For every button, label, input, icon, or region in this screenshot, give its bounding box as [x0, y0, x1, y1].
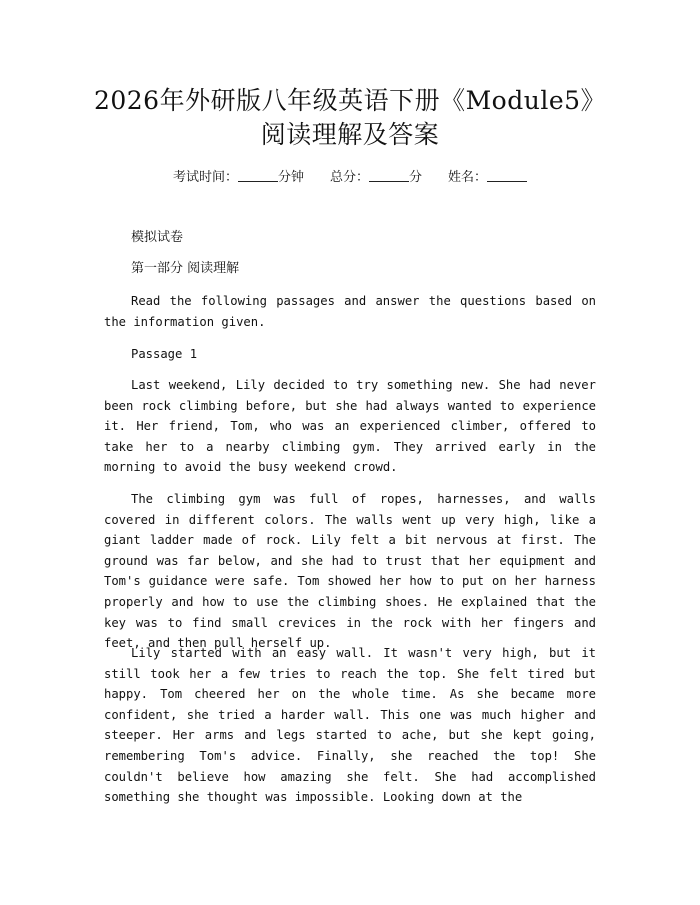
exam-info-row [0, 168, 700, 188]
instructions-paragraph: Read the following passages and answer the questions based on the information given. [104, 294, 596, 329]
passage-label: Passage 1 [131, 347, 198, 361]
passage-paragraph-3: Lily started with an easy wall. It wasn't very high, but it still took her a few tries to reach the top. She felt tired but happy. Tom cheered her on the whole time. As she became more confident, she tried a harder wall. This one was much higher and steeper. Her arms and legs started to ache, but she kept going, remembering Tom's advice. Finally, she reached the top! She couldn't believe how amazing she felt. She had accomplished something she thought was impossible. Looking down at the [104, 646, 596, 805]
exam-time-label: 考试时间： [172, 170, 238, 185]
exam-time-blank [238, 168, 278, 182]
document-title-line-1: 2026年外研版八年级英语下册《Module5》 [93, 86, 607, 115]
document-title-line-2: 阅读理解及答案 [260, 120, 440, 149]
exam-score-label: 总分： [329, 170, 369, 185]
part-label: 第一部分 阅读理解 [131, 261, 240, 276]
exam-score-blank [369, 168, 409, 182]
exam-name-label: 姓名： [448, 170, 488, 185]
exam-score-unit: 分 [409, 170, 423, 185]
passage-paragraph-2: The climbing gym was full of ropes, harnesses, and walls covered in different colors. The walls went up very high, like a giant ladder made of rock. Lily felt a bit nervous at first. The ground was far below, and she had to trust that her equipment and Tom's guidance were safe. Tom showed her how to put on her harness properly and how to use the climbing shoes. He explained that the key was to find small crevices in the rock with her fingers and feet, and then pull herself up. [104, 492, 596, 651]
section-label: 模拟试卷 [131, 230, 184, 245]
passage-paragraph-1: Last weekend, Lily decided to try something new. She had never been rock climbing before, but she had always wanted to experience it. Her friend, Tom, who was an experienced climber, offered to take her to a nearby climbing gym. They arrived early in the morning to avoid the busy weekend crowd. [104, 378, 596, 475]
exam-name-blank [487, 168, 527, 182]
exam-time-unit: 分钟 [277, 170, 304, 185]
